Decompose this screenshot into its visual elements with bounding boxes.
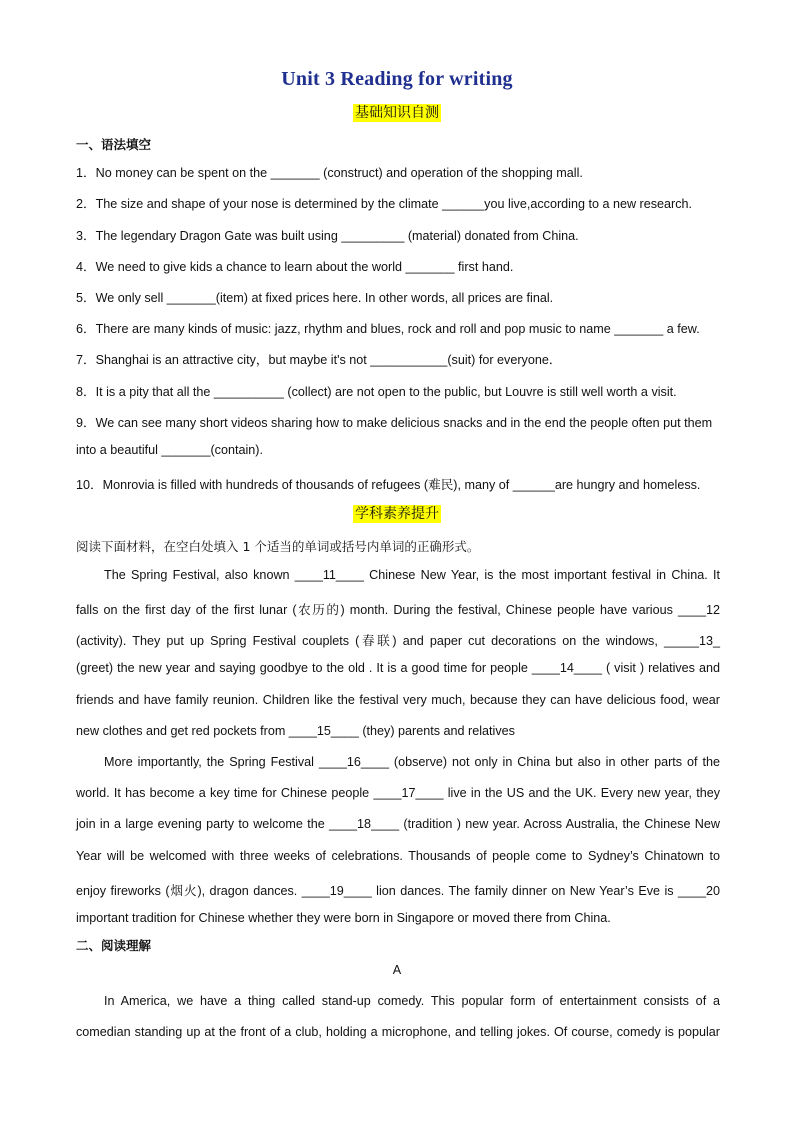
exercise-item-10: 10．Monrovia is filled with hundreds of thousands of refugees (难民), many of ______are hungry and homeless. — [76, 478, 701, 492]
section-heading-grammar: 一、语法填空 — [76, 137, 152, 152]
exercise-item-7: 7．Shanghai is an attractive city，but maybe it's not ___________(suit) for everyone． — [76, 353, 562, 367]
exercise-item-4: 4．We need to give kids a chance to learn about the world _______ first hand. — [76, 260, 514, 274]
exercise-item-1: 1．No money can be spent on the _______ (construct) and operation of the shopping mall. — [76, 166, 583, 180]
passage-line: world. It has become a key time for Chinese people ____17____ live in the US and the UK. Every new year, they — [76, 786, 720, 800]
passage-line: important tradition for Chinese whether they were born in Singapore or moved there from China. — [76, 911, 611, 925]
passage-line: falls on the first day of the first lunar (农历的) month. During the festival, Chinese people have various ____12 — [76, 603, 720, 617]
passage-line: (activity). They put up Spring Festival couplets (春联) and paper cut decorations on the windows, _____13_ — [76, 634, 720, 648]
banner-basic-knowledge: 基础知识自测 — [355, 105, 439, 121]
passage-line: friends and have family reunion. Children like the festival very much, because they can have delicious food, wear — [76, 693, 720, 707]
exercise-item-9-cont: into a beautiful _______(contain). — [76, 443, 263, 457]
exercise-item-5: 5．We only sell _______(item) at fixed prices here. In other words, all prices are final. — [76, 291, 554, 305]
reading-label: A — [392, 963, 402, 977]
passage-line: enjoy fireworks (烟火), dragon dances. ____19____ lion dances. The family dinner on New Year’s Eve is ____20 — [76, 884, 720, 898]
passage-line: More importantly, the Spring Festival ____16____ (observe) not only in China but also in other parts of the — [104, 755, 720, 769]
passage-line: Year will be welcomed with three weeks of celebrations. Thousands of people come to Sydney’s Chinatown to — [76, 849, 720, 863]
exercise-item-8: 8．It is a pity that all the __________ (collect) are not open to the public, but Louvre is still well worth a visit. — [76, 385, 677, 399]
reading-line: In America, we have a thing called stand-up comedy. This popular form of entertainment consists of a — [104, 994, 720, 1008]
section-heading-reading: 二、阅读理解 — [76, 938, 152, 953]
passage-line: The Spring Festival, also known ____11____ Chinese New Year, is the most important festival in China. It — [104, 568, 720, 582]
passage-line: new clothes and get red pockets from ____15____ (they) parents and relatives — [76, 724, 515, 738]
exercise-item-2: 2．The size and shape of your nose is determined by the climate ______you live,according to a new research. — [76, 197, 693, 211]
instruction-text: 阅读下面材料，在空白处填入 1 个适当的单词或括号内单词的正确形式。 — [76, 539, 480, 554]
exercise-item-3: 3．The legendary Dragon Gate was built using _________ (material) donated from China. — [76, 229, 579, 243]
exercise-item-6: 6．There are many kinds of music: jazz, rhythm and blues, rock and roll and pop music to name _______ a few. — [76, 322, 700, 336]
banner-literacy: 学科素养提升 — [355, 506, 439, 522]
passage-line: join in a large evening party to welcome the ____18____ (tradition ) new year. Across Australia, the Chinese New — [76, 817, 720, 831]
reading-line: comedian standing up at the front of a club, holding a microphone, and telling jokes. Of course, comedy is popular — [76, 1025, 720, 1039]
passage-line: (greet) the new year and saying goodbye to the old . It is a good time for people ____14____ ( visit ) relatives and — [76, 661, 720, 675]
exercise-item-9: 9．We can see many short videos sharing how to make delicious snacks and in the end the people often put them — [76, 416, 713, 430]
page-title: Unit 3 Reading for writing — [281, 68, 513, 90]
